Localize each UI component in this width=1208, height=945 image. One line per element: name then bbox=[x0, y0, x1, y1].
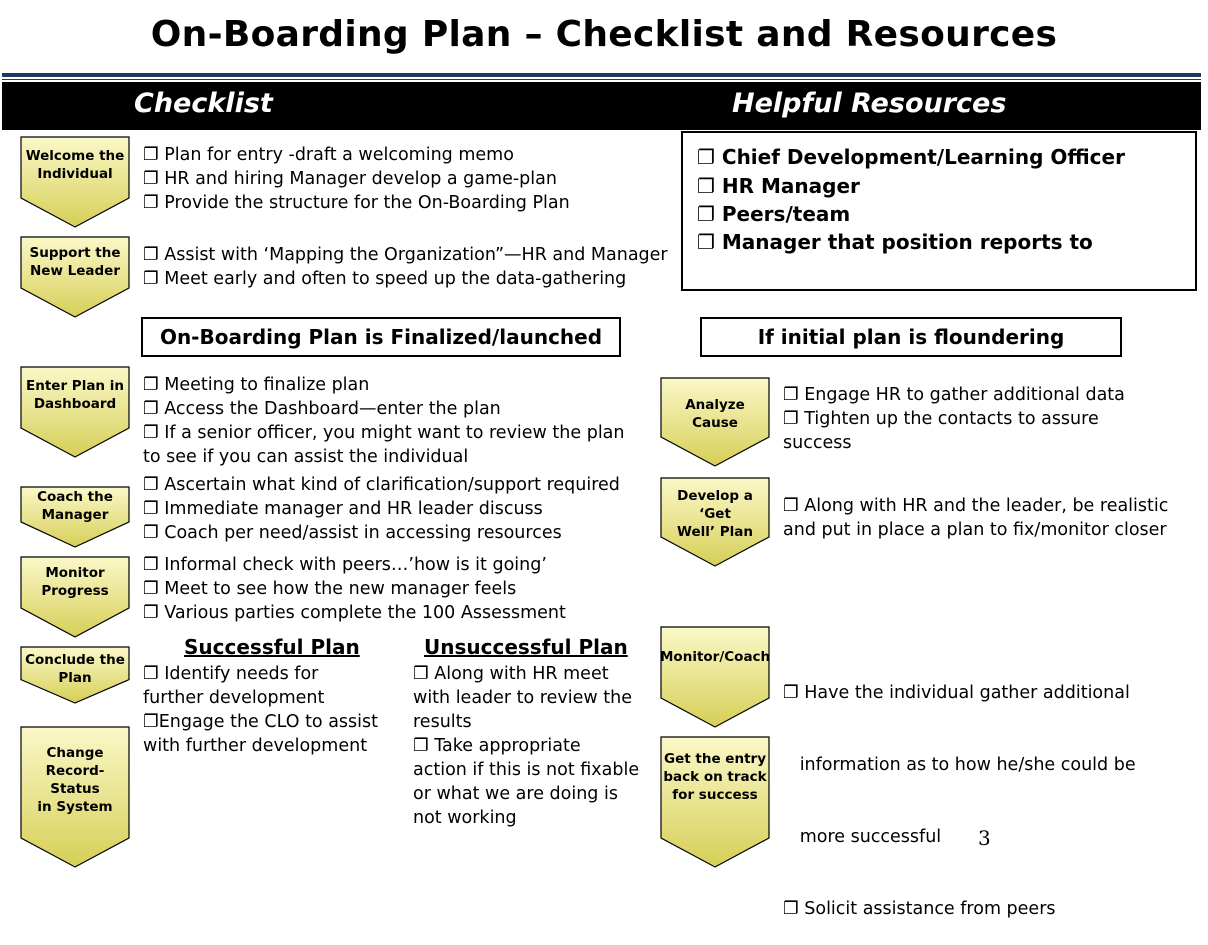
resources-heading: Helpful Resources bbox=[732, 88, 1007, 119]
list-item: ❐ Identify needs for bbox=[143, 664, 319, 684]
analyze-cause-items bbox=[783, 383, 1125, 455]
list-item: ❐ Provide the structure for the On-Boarding Plan bbox=[143, 193, 570, 213]
resources-box bbox=[681, 131, 1197, 291]
list-item: ❐ HR and hiring Manager develop a game-plan bbox=[143, 169, 557, 189]
list-item: ❐ Tighten up the contacts to assure bbox=[783, 409, 1099, 429]
chevron-change-record: Change Record- Status in System bbox=[20, 726, 130, 868]
section-banner bbox=[2, 82, 1201, 130]
list-item: action if this is not fixable bbox=[413, 760, 640, 780]
list-item: ❐ Informal check with peers…’how is it going’ bbox=[143, 555, 547, 575]
enter-plan-items bbox=[143, 373, 625, 469]
list-item: more successful bbox=[783, 827, 942, 847]
chevron-welcome: Welcome the Individual bbox=[20, 136, 130, 228]
resource-item: ❐ HR Manager bbox=[697, 174, 860, 198]
chevron-enter-plan: Enter Plan in Dashboard bbox=[20, 366, 130, 458]
resource-item: ❐ Chief Development/Learning Officer bbox=[697, 145, 1125, 169]
resource-item: ❐ Peers/team bbox=[697, 202, 851, 226]
list-item: ❐ Take appropriate bbox=[413, 736, 581, 756]
coach-items bbox=[143, 473, 620, 545]
resource-item: ❐ Manager that position reports to bbox=[697, 230, 1093, 254]
list-item: ❐ Access the Dashboard—enter the plan bbox=[143, 399, 501, 419]
list-item: further development bbox=[143, 688, 325, 708]
list-item: ❐ Meet early and often to speed up the data-gathering bbox=[143, 269, 627, 289]
unsuccessful-plan-items bbox=[413, 662, 639, 830]
welcome-items bbox=[143, 143, 570, 215]
list-item: ❐ Meet to see how the new manager feels bbox=[143, 579, 517, 599]
list-item: results bbox=[413, 712, 472, 732]
list-item: and put in place a plan to fix/monitor closer bbox=[783, 520, 1167, 540]
chevron-get-well-plan: Develop a ‘Get Well’ Plan bbox=[660, 477, 770, 567]
successful-plan-items bbox=[143, 662, 378, 758]
chevron-analyze-cause: Analyze Cause bbox=[660, 377, 770, 467]
chevron-monitor-progress: Monitor Progress bbox=[20, 556, 130, 638]
chevron-shape bbox=[661, 627, 769, 727]
list-item: ❐ Meeting to finalize plan bbox=[143, 375, 370, 395]
list-item: ❐ Along with HR and the leader, be realistic bbox=[783, 496, 1169, 516]
list-item: ❐ If a senior officer, you might want to review the plan bbox=[143, 423, 625, 443]
checklist-heading: Checklist bbox=[134, 88, 273, 119]
unsuccessful-plan-heading: Unsuccessful Plan bbox=[424, 635, 628, 659]
title-rule-thin bbox=[2, 79, 1201, 80]
list-item: with further development bbox=[143, 736, 368, 756]
list-item: ❐ Along with HR meet bbox=[413, 664, 609, 684]
milestone-finalized: On-Boarding Plan is Finalized/launched bbox=[141, 317, 621, 357]
list-item: ❐ Solicit assistance from peers bbox=[783, 899, 1056, 919]
list-item: ❐ Ascertain what kind of clarification/support required bbox=[143, 475, 620, 495]
monitor-coach-items bbox=[783, 633, 1136, 945]
page-title: On-Boarding Plan – Checklist and Resources bbox=[150, 14, 1058, 55]
list-item: ❐ Various parties complete the 100 Assessment bbox=[143, 603, 566, 623]
list-item: not working bbox=[413, 808, 517, 828]
title-rule-thick bbox=[2, 73, 1201, 77]
list-item: ❐ Coach per need/assist in accessing resources bbox=[143, 523, 562, 543]
list-item: ❐Engage the CLO to assist bbox=[143, 712, 379, 732]
list-item: to see if you can assist the individual bbox=[143, 447, 469, 467]
chevron-support: Support the New Leader bbox=[20, 236, 130, 318]
chevron-conclude: Conclude the Plan bbox=[20, 646, 130, 704]
monitor-items bbox=[143, 553, 566, 625]
list-item: with leader to review the bbox=[413, 688, 632, 708]
list-item: ❐ Assist with ‘Mapping the Organization”—HR and Manager bbox=[143, 245, 668, 265]
list-item: ❐ Have the individual gather additional bbox=[783, 683, 1130, 703]
list-item: or what we are doing is bbox=[413, 784, 618, 804]
chevron-monitor-coach: Monitor/Coach bbox=[660, 626, 770, 728]
support-items bbox=[143, 243, 668, 291]
successful-plan-heading: Successful Plan bbox=[184, 635, 360, 659]
list-item: ❐ Plan for entry -draft a welcoming memo bbox=[143, 145, 514, 165]
get-well-items bbox=[783, 494, 1168, 542]
milestone-floundering: If initial plan is floundering bbox=[700, 317, 1122, 357]
page-number: 3 bbox=[978, 826, 991, 850]
list-item: ❐ Immediate manager and HR leader discuss bbox=[143, 499, 543, 519]
chevron-back-on-track: Get the entry back on track for success bbox=[660, 736, 770, 868]
list-item: success bbox=[783, 433, 852, 453]
chevron-coach-manager: Coach the Manager bbox=[20, 486, 130, 548]
list-item: information as to how he/she could be bbox=[783, 755, 1136, 775]
list-item: ❐ Engage HR to gather additional data bbox=[783, 385, 1125, 405]
